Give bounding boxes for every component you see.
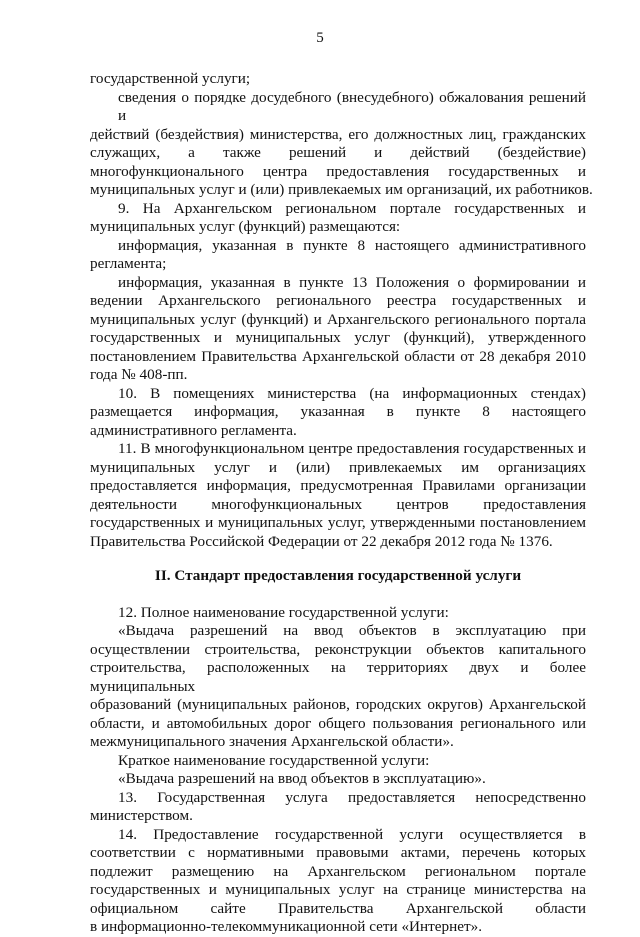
text-line: образований (муниципальных районов, городских округов) Архангельской <box>90 696 586 713</box>
text-line: ведении Архангельского регионального реестра государственных и <box>90 292 586 309</box>
text-line: информация, указанная в пункте 8 настоящего административного <box>118 236 586 254</box>
text-line: 11. В многофункциональном центре предоставления государственных и <box>118 440 586 457</box>
text-line: сведения о порядке досудебного (внесудебного) обжалования решений и <box>118 88 586 124</box>
document-body <box>90 70 593 937</box>
text-line: «Выдача разрешений на ввод объектов в эксплуатацию при <box>118 622 586 639</box>
text-line: межмуниципального значения Архангельской области». <box>90 733 454 750</box>
text-line: строительства, расположенных на территориях двух и более муниципальных <box>90 659 586 695</box>
text-line: постановлением Правительства Архангельской области от 28 декабря 2010 <box>90 347 586 365</box>
text-line: предоставляется информация, предусмотренная Правилами организации <box>90 477 586 494</box>
text-line: 14. Предоставление государственной услуги осуществляется в <box>118 825 586 843</box>
text-line: 10. В помещениях министерства (на информационных стендах) <box>118 384 586 402</box>
text-line: деятельности многофункциональных центров предоставления <box>90 495 586 513</box>
text-line: действий (бездействия) министерства, его должностных лиц, гражданских <box>90 125 586 143</box>
text-line: государственных и муниципальных услуг (функций), утвержденного <box>90 329 586 346</box>
text-line: 12. Полное наименование государственной услуги: <box>118 603 449 621</box>
text-line: муниципальных услуг и (или) привлекаемых им организациях <box>90 458 586 476</box>
section-heading: II. Стандарт предоставления государственной услуги <box>154 567 522 584</box>
text-line: служащих, а также решений и действий (бездействие) <box>90 144 586 161</box>
section-1-text <box>90 70 593 551</box>
text-line: государственной услуги; <box>90 70 251 87</box>
text-line: регламента; <box>90 255 167 272</box>
text-line: подлежит размещению на Архангельском региональном портале <box>90 862 586 880</box>
text-line: многофункционального центра предоставления государственных и <box>90 162 586 180</box>
text-line: муниципальных услуг (функций) размещаются: <box>90 218 401 235</box>
text-line: соответствии с нормативными правовыми актами, перечень которых <box>90 844 586 861</box>
text-line: в информационно-телекоммуникационной сети «Интернет». <box>90 918 483 935</box>
text-line: «Выдача разрешений на ввод объектов в эксплуатацию». <box>118 770 486 787</box>
text-line: министерством. <box>90 807 193 824</box>
text-line: года № 408-пп. <box>90 366 188 383</box>
text-line: административного регламента. <box>90 421 297 439</box>
text-line: государственных и муниципальных услуг на странице министерства на <box>90 881 586 898</box>
text-line: осуществлении строительства, реконструкции объектов капитального <box>90 640 586 658</box>
text-line: 9. На Архангельском региональном портале государственных и <box>118 199 586 217</box>
text-line: муниципальных услуг и (или) привлекаемых им организаций, их работников. <box>90 181 593 198</box>
text-line: 13. Государственная услуга предоставляется непосредственно <box>118 788 586 806</box>
text-line: муниципальных услуг (функций) и Архангельского регионального портала <box>90 310 586 328</box>
text-line: области, и автомобильных дорог общего пользования регионального или <box>90 714 586 732</box>
text-line: Правительства Российской Федерации от 22 декабря 2012 года № 1376. <box>90 532 553 550</box>
page-number: 5 <box>316 30 324 46</box>
text-line: государственных и муниципальных услуг, утвержденными постановлением <box>90 514 586 531</box>
text-line: Краткое наименование государственной услуги: <box>118 751 430 769</box>
section-2-text <box>90 604 586 937</box>
text-line: официальном сайте Правительства Архангельской области <box>90 899 586 917</box>
text-line: размещается информация, указанная в пункте 8 настоящего <box>90 403 586 420</box>
text-line: информация, указанная в пункте 13 Положения о формировании и <box>118 273 586 291</box>
